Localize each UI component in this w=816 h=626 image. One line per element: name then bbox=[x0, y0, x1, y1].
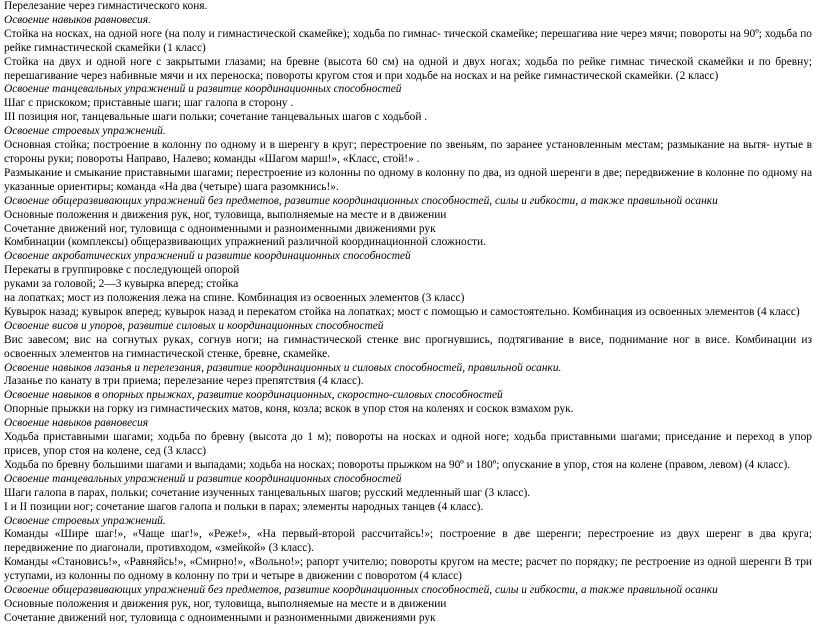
text-line-combined-movements-2: Сочетание движений ног, туловища с одноименными и разноименными движениями рук bbox=[4, 611, 436, 624]
text-line-somersaults: руками за головой; 2—3 кувырка вперед; стойка bbox=[4, 278, 239, 291]
section-heading-balance: Освоение навыков равновесия. bbox=[4, 13, 151, 26]
text-line-bridge: на лопатках; мост из положения лежа на спине. Комбинация из освоенных элементов (3 класс) bbox=[4, 292, 465, 305]
text-line-polka: III позиция ног, танцевальные шаги польки; сочетание танцевальных шагов с ходьбой . bbox=[4, 111, 428, 124]
paragraph-balance-grade2: Стойка на двух и одной ноге с закрытыми глазами; на бревне (высота 60 см) на одной и двух ногах; ходьба по рейке гимнас тической скамейки и по бревну; перешагивание через набивные мячи и их переноска; повороты кругом стоя и при ходьбе на носках и на рейке гимнастической скамейки. (2 класс) bbox=[4, 55, 812, 82]
paragraph-drill-basic: Основная стойка; построение в колонну по одному и в шеренгу в круг; перестроение по звеньям, по заранее установленным местам; размыкание на вытя- нутые в стороны руки; повороты Направо, Налево; команды «Шагом марш!», «Класс, стой!» . bbox=[4, 139, 812, 165]
text-line-beam-lunges: Ходьба по бревну большими шагами и выпадами; ходьба на носках; повороты прыжком на 90º и 180º; опускание в упор, стоя на колене (правом, левом) (4 класс). bbox=[4, 458, 791, 471]
section-heading-general-exercises-2: Освоение общеразвивающих упражнений без предметов, развитие координационных способностей, силы и гибкости, а также правильной осанки bbox=[4, 584, 718, 597]
section-heading-drill: Освоение строевых упражнений. bbox=[4, 125, 166, 138]
text-line-rolls: Перекаты в группировке с последующей опорой bbox=[4, 264, 240, 277]
text-line-combinations: Комбинации (комплексы) общеразвивающих упражнений различной координационной сложности. bbox=[4, 236, 486, 249]
text-line-combined-movements: Сочетание движений ног, туловища с одноименными и разноименными движениями рук bbox=[4, 222, 436, 235]
text-line-backward-roll: Кувырок назад; кувырок вперед; кувырок назад и перекатом стойка на лопатках; мост с помощью и самостоятельно. Комбинация из освоенных элементов (4 класс) bbox=[4, 305, 800, 318]
section-heading-dance: Освоение танцевальных упражнений и развитие координационных способностей bbox=[4, 83, 402, 96]
text-line-basic-positions-2: Основные положения и движения рук, ног, туловища, выполняемые на месте и в движении bbox=[4, 597, 447, 610]
paragraph-commands-grade4: Команды «Становись!», «Равняйсь!», «Смирно!», «Вольно!»; рапорт учителю; повороты кругом на месте; расчет по порядку; пе рестроение из одной шеренги В три уступами, из колонны по одному в колонну по три и четыре в движении с поворотом (4 класс) bbox=[4, 556, 812, 583]
text-line-gallop-polka: Шаги галопа в парах, польки; сочетание изученных танцевальных шагов; русский медленный шаг (3 класс). bbox=[4, 486, 531, 499]
text-line-dance-steps: Шаг с прискоком; приставные шаги; шаг галопа в сторону . bbox=[4, 97, 294, 110]
section-heading-dance-2: Освоение танцевальных упражнений и развитие координационных способностей bbox=[4, 472, 402, 485]
paragraph-balance-grade1: Стойка на носках, на одной ноге (на полу и гимнастической скамейке); ходьба по гимнас- тической скамейке; перешагива ние через мячи; повороты на 90º; ходьба по рейке гимнастической скамейки (1 класс) bbox=[4, 27, 812, 54]
text-line-foot-positions: I и II позиции ног; сочетание шагов галопа и польки в парах; элементы народных танцев (4 класс). bbox=[4, 500, 484, 513]
paragraph-commands-grade3: Команды «Шире шаг!», «Чаще шаг!», «Реже!», «На первый-второй рассчитайсь!»; построение в две шеренги; перестроение из двух шеренг в два круга; передвижение по диагонали, противходом, «змейкой» (3 класс). bbox=[4, 528, 812, 555]
section-heading-hangs: Освоение висов и упоров, развитие силовых и координационных способностей bbox=[4, 319, 384, 332]
section-heading-acrobatics: Освоение акробатических упражнений и развитие координационных способностей bbox=[4, 250, 411, 263]
text-line-rope-climb: Лазанье по канату в три приема; перелезание через препятствия (4 класс). bbox=[4, 375, 364, 388]
section-heading-vaults: Освоение навыков в опорных прыжках, развитие координационных, скоростно-силовых способностей bbox=[4, 389, 503, 402]
paragraph-drill-spacing: Размыкание и смыкание приставными шагами; перестроение из колонны по одному в колонну по два, из одной шеренги в две; передвижение в колонне по одному на указанные ориентиры; команда «На два (четыре) шага разомкнись!». bbox=[4, 166, 812, 193]
top-line: Перелезание через гимнастического коня. bbox=[4, 0, 208, 12]
section-heading-balance-2: Освоение навыков равновесия bbox=[4, 417, 149, 430]
text-line-basic-positions: Основные положения и движения рук, ног, туловища, выполняемые на месте и в движении bbox=[4, 208, 447, 221]
paragraph-beam-walking: Ходьба приставными шагами; ходьба по бревну (высота до 1 м); повороты на носках и одной ноге; ходьба приставными шагами; приседание и переход в упор присев, упор стоя на колене, сед (3 класс) bbox=[4, 431, 812, 457]
section-heading-general-exercises: Освоение общеразвивающих упражнений без предметов, развитие координационных способностей, силы и гибкости, а также правильной осанки bbox=[4, 194, 718, 207]
paragraph-hangs: Вис завесом; вис на согнутых руках, согнув ноги; на гимнастической стенке вис прогнувшись, подтягивание в висе, поднимание ног в висе. Комбинации из освоенных элементов на гимнастической стенке, бревне, скамейке. bbox=[4, 333, 812, 360]
section-heading-climbing: Освоение навыков лазанья и перелезания, развитие координационных и силовых способностей, правильной осанки. bbox=[4, 361, 562, 374]
section-heading-drill-2: Освоение строевых упражнений. bbox=[4, 514, 166, 527]
text-line-vaults: Опорные прыжки на горку из гимнастических матов, коня, козла; вскок в упор стоя на коленях и соскок взмахом рук. bbox=[4, 403, 574, 416]
